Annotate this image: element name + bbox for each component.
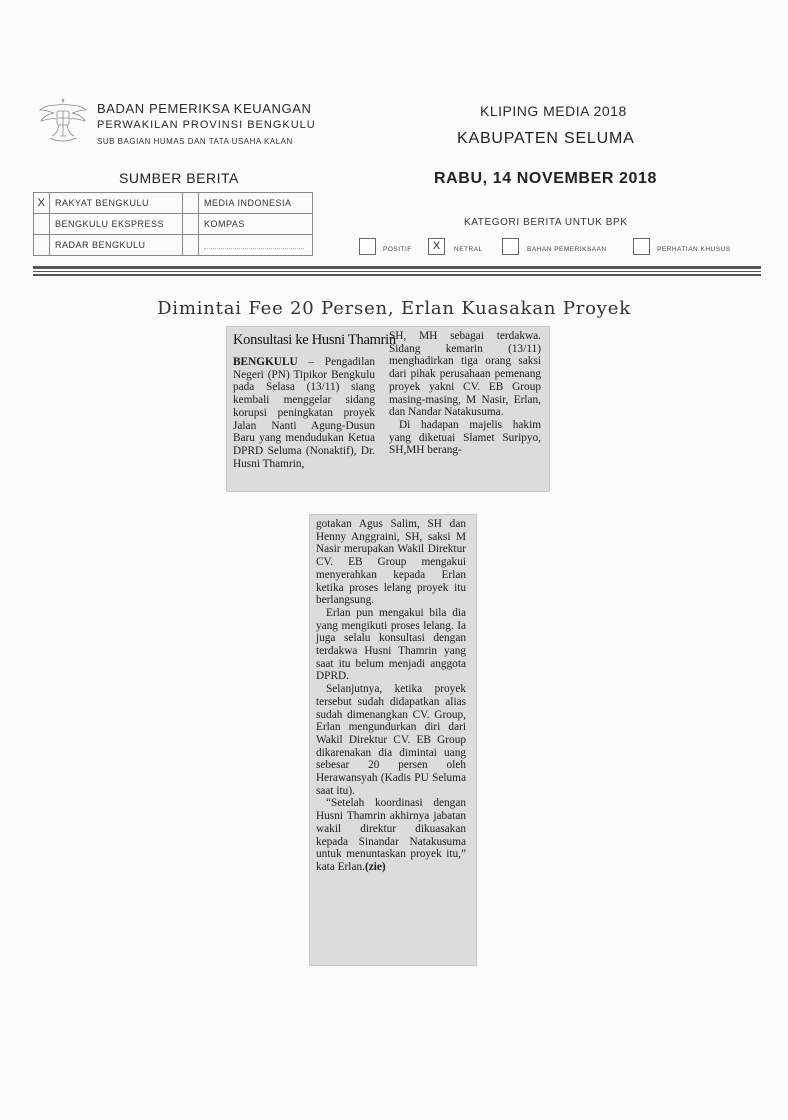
source-name: RAKYAT BENGKULU — [50, 193, 183, 214]
category-label: BAHAN PEMERIKSAAN — [527, 246, 607, 253]
article-column-2 — [389, 330, 541, 457]
category-checkbox-perhatian-khusus[interactable] — [633, 238, 650, 255]
source-row — [34, 214, 313, 235]
org-name-line3: SUB BAGIAN HUMAS DAN TATA USAHA KALAN — [97, 137, 293, 146]
article-paragraph: Selanjutnya, ketika proyek tersebut sudah didapatkan alias sudah dimenangkan CV. Group, Erlan mengundurkan diri dari Wakil Direktur CV. EB Group dikarenakan dia dimintai uang sebesar 20 persen oleh Herawansyah (Kadis PU Seluma saat itu). — [316, 683, 466, 797]
source-name: KOMPAS — [199, 214, 313, 235]
source-mark: X — [34, 193, 50, 214]
article-paragraph: Di hadapan majelis hakim yang diketuai Slamet Suripyo, SH,MH berang- — [389, 418, 541, 457]
bpk-garuda-logo-icon — [36, 96, 90, 146]
article-paragraph: SH, MH sebagai terdakwa. Sidang kemarin (13/11) menghadirkan tiga orang saksi dari pihak perusahaan pemenang proyek yakni CV. EB Group masing-masing, M Nasir, Erlan, dan Nandar Natakusuma. — [389, 330, 541, 419]
divider — [33, 271, 761, 272]
article-headline: Dimintai Fee 20 Persen, Erlan Kuasakan Proyek — [157, 298, 631, 319]
kliping-title: KLIPING MEDIA 2018 — [480, 103, 627, 119]
divider — [33, 266, 761, 269]
paragraph-text: – Pengadilan Negeri (PN) Tipikor Bengkulu pada Selasa (13/11) siang kembali menggelar sidang korupsi peningkatan proyek Jalan Nanti Agung-Dusun Baru yang mendudukan Ketua DPRD Seluma (Nonaktif), Dr. Husni Thamrin, — [233, 356, 375, 470]
category-checkbox-positif[interactable] — [359, 238, 376, 255]
category-label: PERHATIAN KHUSUS — [657, 246, 731, 253]
byline: (zie) — [364, 860, 386, 873]
dateline: BENGKULU — [233, 356, 298, 368]
article-column-1 — [233, 356, 375, 470]
source-row — [34, 193, 313, 214]
source-mark — [183, 193, 199, 214]
dotted-line — [204, 240, 304, 249]
paragraph-text: “Setelah koordinasi dengan Husni Thamrin akhirnya jabatan wakil direktur dikuasakan kepada Sinandar Natakusuma untuk menuntaskan proyek itu,” kata Erlan. — [316, 797, 466, 873]
source-name: BENGKULU EKSPRESS — [50, 214, 183, 235]
source-mark — [34, 214, 50, 235]
source-mark — [183, 235, 199, 256]
category-label: POSITIF — [383, 246, 412, 253]
source-mark — [34, 235, 50, 256]
article-paragraph: Erlan pun mengakui bila dia yang mengikuti proses lelang. Ia juga selalu konsultasi dengan terdakwa Husni Thamrin yang saat itu belum menjadi anggota DPRD. — [316, 606, 466, 683]
category-checkbox-bahan-pemeriksaan[interactable] — [502, 238, 519, 255]
region-title: KABUPATEN SELUMA — [457, 130, 635, 147]
source-name-blank — [199, 235, 313, 256]
clipping-date: RABU, 14 NOVEMBER 2018 — [434, 170, 658, 187]
article-paragraph — [316, 797, 466, 873]
article-paragraph — [233, 356, 375, 470]
sources-heading: SUMBER BERITA — [119, 170, 239, 186]
source-name: MEDIA INDONESIA — [199, 193, 313, 214]
sources-table — [33, 192, 313, 256]
article-column-3 — [316, 518, 466, 874]
org-name-line2: PERWAKILAN PROVINSI BENGKULU — [97, 119, 316, 131]
category-checkbox-netral[interactable]: X — [428, 238, 445, 255]
categories-heading: KATEGORI BERITA UNTUK BPK — [464, 217, 628, 228]
divider — [33, 274, 761, 276]
source-mark — [183, 214, 199, 235]
category-label: NETRAL — [454, 246, 483, 253]
org-name-line1: BADAN PEMERIKSA KEUANGAN — [97, 101, 312, 116]
source-row — [34, 235, 313, 256]
source-name: RADAR BENGKULU — [50, 235, 183, 256]
article-paragraph: gotakan Agus Salim, SH dan Henny Anggraini, SH, saksi M Nasir merupakan Wakil Direktur CV. EB Group mengakui menyerahkan kepada Erlan ketika proses lelang proyek itu berlangsung. — [316, 518, 466, 607]
article-subhead: Konsultasi ke Husni Thamrin — [233, 332, 396, 348]
